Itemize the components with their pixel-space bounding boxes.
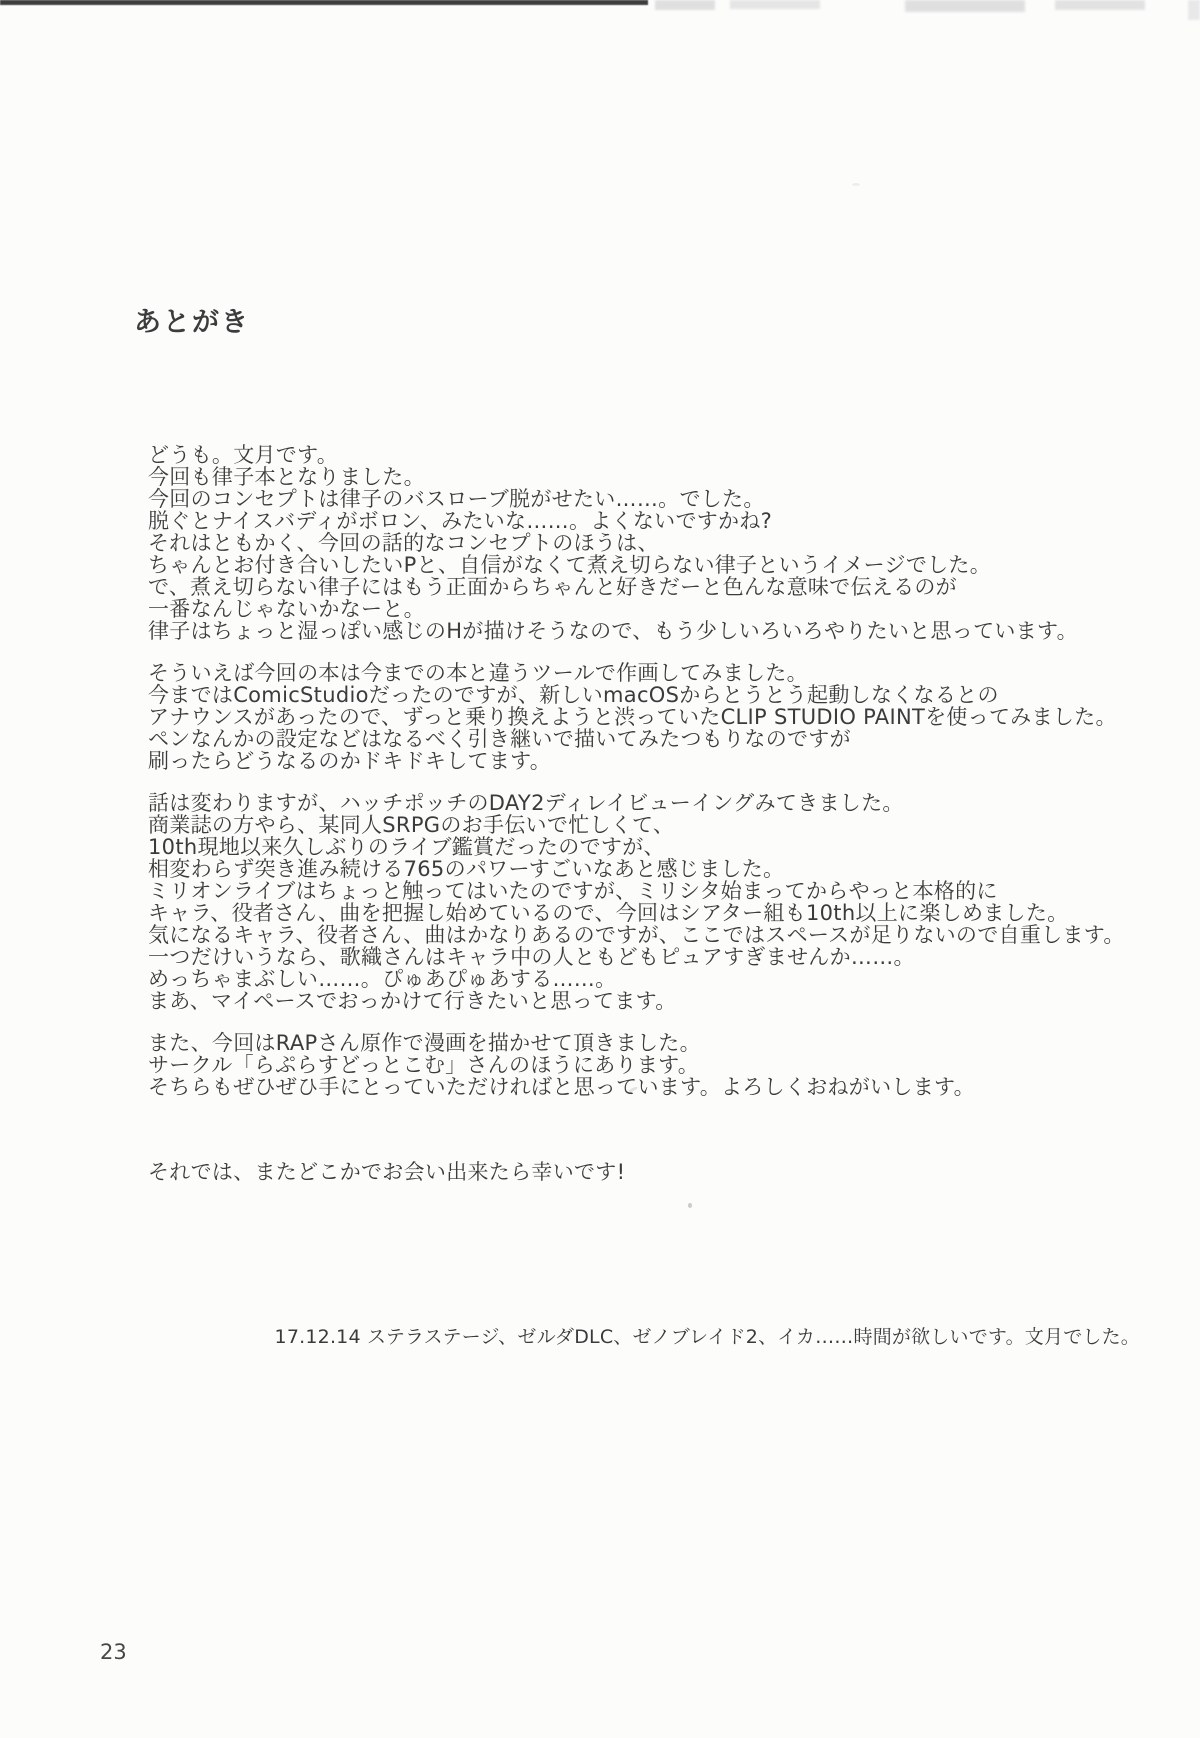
scan-artifact-smudge: [1188, 0, 1200, 20]
text-line: 10th現地以来久しぶりのライブ鑑賞だったのですが、: [148, 835, 665, 859]
text-line: ペンなんかの設定などはなるべく引き継いで描いてみたつもりなのですが: [148, 727, 851, 751]
text-line: 律子はちょっと湿っぽい感じのHが描けそうなので、もう少しいろいろやりたいと思っています。: [148, 619, 1078, 643]
text-line: どうも。文月です。: [148, 443, 339, 467]
text-line: 気になるキャラ、役者さん、曲はかなりあるのですが、ここではスペースが足りないので自重します。: [148, 923, 1125, 947]
scan-artifact-smudge: [655, 0, 715, 10]
text-line: キャラ、役者さん、曲を把握し始めているので、今回はシアター組も10th以上に楽しめました。: [148, 901, 1069, 925]
text-line: それはともかく、今回の話的なコンセプトのほうは、: [148, 531, 659, 555]
page-title: あとがき: [134, 307, 250, 338]
date-signature-line: 17.12.14 ステラステージ、ゼルダDLC、ゼノブレイド2、イカ……時間が欲しいです。文月でした。: [274, 1326, 1140, 1348]
scan-artifact-smudge: [905, 0, 1025, 12]
scan-speck: [852, 183, 860, 186]
text-line: アナウンスがあったので、ずっと乗り換えようと渋っていたCLIP STUDIO PAINTを使ってみました。: [148, 705, 1117, 729]
scan-artifact-top-bar: [0, 0, 648, 5]
paragraph: [148, 1032, 1158, 1098]
text-line: 一番なんじゃないかなーと。: [148, 597, 425, 621]
text-line: ちゃんとお付き合いしたいPと、自信がなくて煮え切らない律子というイメージでした。: [148, 553, 992, 577]
page-number: 23: [100, 1640, 127, 1664]
text-line: 商業誌の方やら、某同人SRPGのお手伝いで忙しくて、: [148, 813, 675, 837]
afterword-body: [148, 444, 1158, 1118]
paragraph: [148, 792, 1158, 1012]
text-line: 刷ったらどうなるのかドキドキしてます。: [148, 749, 552, 773]
paragraph: [148, 662, 1158, 772]
text-line: ミリオンライブはちょっと触ってはいたのですが、ミリシタ始まってからやっと本格的に: [148, 879, 998, 903]
text-line: また、今回はRAPさん原作で漫画を描かせて頂きました。: [148, 1031, 701, 1055]
text-line: 今回も律子本となりました。: [148, 465, 425, 489]
scan-speck: [688, 1203, 692, 1208]
text-line: 今まではComicStudioだったのですが、新しいmacOSからとうとう起動しなくなるとの: [148, 683, 999, 707]
text-line: 話は変わりますが、ハッチポッチのDAY2ディレイビューイングみてきました。: [148, 791, 904, 815]
text-line: そちらもぜひぜひ手にとっていただければと思っています。よろしくおねがいします。: [148, 1075, 975, 1099]
text-line: 相変わらず突き進み続ける765のパワーすごいなあと感じました。: [148, 857, 785, 881]
text-line: めっちゃまぶしい……。ぴゅあぴゅあする……。: [148, 967, 617, 991]
text-line: 一つだけいうなら、歌織さんはキャラ中の人ともどもピュアすぎませんか……。: [148, 945, 915, 969]
text-line: そういえば今回の本は今までの本と違うツールで作画してみました。: [148, 661, 808, 685]
scan-artifact-smudge: [730, 0, 820, 9]
closing-line: それでは、またどこかでお会い出来たら幸いです!: [148, 1160, 626, 1184]
paragraph: [148, 444, 1158, 642]
scan-artifact-smudge: [1055, 0, 1145, 10]
text-line: 脱ぐとナイスバディがボロン、みたいな……。よくないですかね?: [148, 509, 773, 533]
text-line: サークル「らぷらすどっとこむ」さんのほうにあります。: [148, 1053, 700, 1077]
text-line: で、煮え切らない律子にはもう正面からちゃんと好きだーと色んな意味で伝えるのが: [148, 575, 957, 599]
text-line: 今回のコンセプトは律子のバスローブ脱がせたい……。でした。: [148, 487, 765, 511]
text-line: まあ、マイペースでおっかけて行きたいと思ってます。: [148, 989, 677, 1013]
